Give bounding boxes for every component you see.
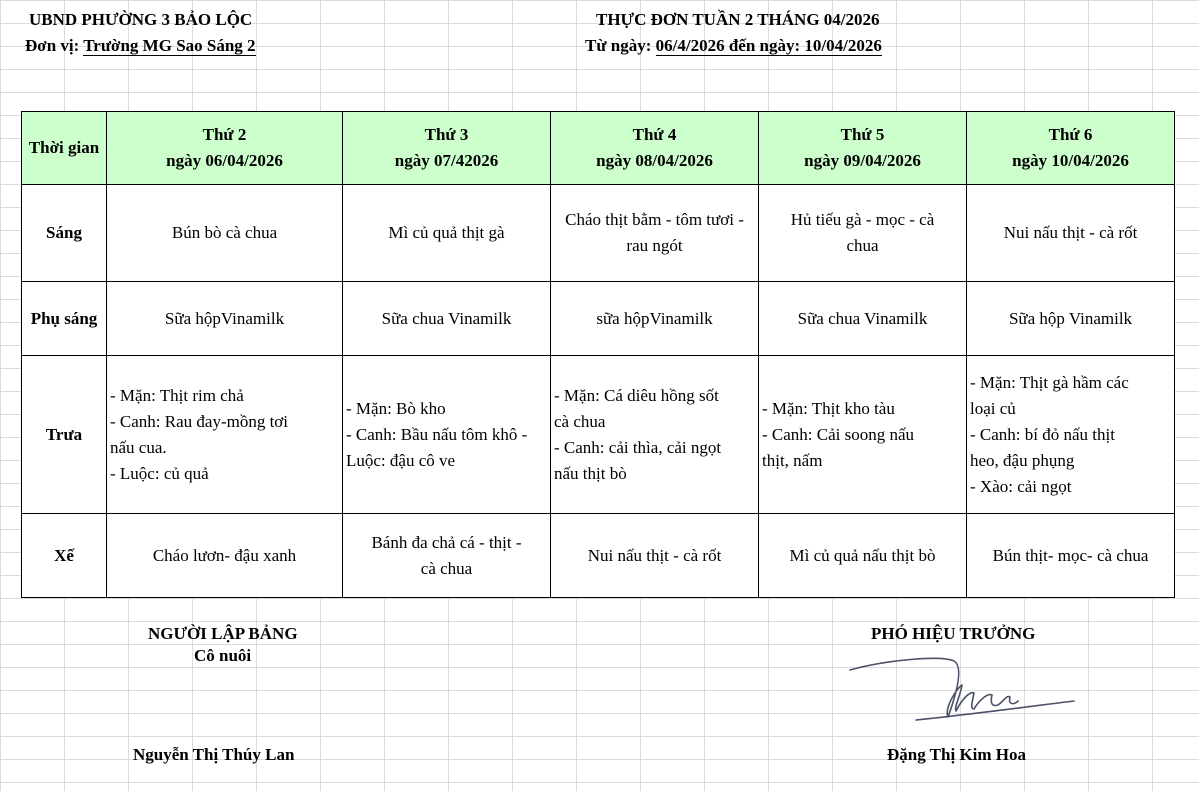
meal-row-snack-morning	[22, 282, 1175, 356]
menu-cell: - Mặn: Thịt kho tàu - Canh: Cải soong nấu thịt, nấm	[759, 356, 967, 514]
day-header: Thứ 6 ngày 10/04/2026	[967, 112, 1175, 185]
menu-cell: Cháo lươn- đậu xanh	[107, 514, 343, 598]
handwritten-signature	[846, 655, 1081, 727]
menu-cell: Nui nấu thịt - cà rốt	[967, 185, 1175, 282]
menu-cell: Sữa chua Vinamilk	[759, 282, 967, 356]
time-header: Thời gian	[22, 112, 107, 185]
day-header: Thứ 2 ngày 06/04/2026	[107, 112, 343, 185]
menu-cell: Sữa hộpVinamilk	[107, 282, 343, 356]
menu-cell: Sữa chua Vinamilk	[343, 282, 551, 356]
meal-row-breakfast	[22, 185, 1175, 282]
menu-cell: Bún bò cà chua	[107, 185, 343, 282]
preparer-title: NGƯỜI LẬP BẢNG	[148, 624, 298, 643]
menu-cell: Bún thịt- mọc- cà chua	[967, 514, 1175, 598]
vice-principal-title: PHÓ HIỆU TRƯỞNG	[871, 624, 1036, 643]
unit-name: Trường MG Sao Sáng 2	[83, 36, 256, 55]
menu-cell: - Mặn: Bò kho - Canh: Bầu nấu tôm khô - Luộc: đậu cô ve	[343, 356, 551, 514]
day-header: Thứ 3 ngày 07/42026	[343, 112, 551, 185]
row-label: Sáng	[22, 185, 107, 282]
menu-cell: Bánh đa chả cá - thịt - cà chua	[343, 514, 551, 598]
menu-cell: - Mặn: Thịt rim chả - Canh: Rau đay-mồng tơi nấu cua. - Luộc: củ quả	[107, 356, 343, 514]
menu-cell: Hủ tiếu gà - mọc - cà chua	[759, 185, 967, 282]
menu-title: THỰC ĐƠN TUẦN 2 THÁNG 04/2026	[596, 10, 880, 29]
day-header: Thứ 5 ngày 09/04/2026	[759, 112, 967, 185]
org-name: UBND PHƯỜNG 3 BẢO LỘC	[29, 10, 253, 29]
day-header-row	[22, 112, 1175, 185]
date-range-label: Từ ngày:	[585, 36, 652, 55]
date-range-value: 06/4/2026 đến ngày: 10/04/2026	[655, 36, 882, 55]
row-label: Trưa	[22, 356, 107, 514]
preparer-role: Cô nuôi	[194, 646, 252, 665]
day-header: Thứ 4 ngày 08/04/2026	[551, 112, 759, 185]
menu-cell: - Mặn: Cá diêu hồng sốt cà chua - Canh: cải thìa, cải ngọt nấu thịt bò	[551, 356, 759, 514]
menu-cell: sữa hộpVinamilk	[551, 282, 759, 356]
menu-cell: Sữa hộp Vinamilk	[967, 282, 1175, 356]
meal-row-snack-afternoon	[22, 514, 1175, 598]
menu-cell: - Mặn: Thịt gà hầm các loại củ - Canh: bí đỏ nấu thịt heo, đậu phụng - Xào: cải ngọt	[967, 356, 1175, 514]
meal-row-lunch	[22, 356, 1175, 514]
row-label: Phụ sáng	[22, 282, 107, 356]
menu-cell: Nui nấu thịt - cà rốt	[551, 514, 759, 598]
vice-principal-name: Đặng Thị Kim Hoa	[887, 745, 1027, 764]
menu-cell: Cháo thịt bằm - tôm tươi - rau ngót	[551, 185, 759, 282]
row-label: Xế	[22, 514, 107, 598]
date-range	[585, 36, 882, 56]
menu-cell: Mì củ quả nấu thịt bò	[759, 514, 967, 598]
menu-table	[21, 111, 1175, 598]
menu-cell: Mì củ quả thịt gà	[343, 185, 551, 282]
unit-label: Đơn vị:	[25, 36, 80, 55]
preparer-name: Nguyễn Thị Thúy Lan	[133, 745, 295, 764]
unit-line	[25, 36, 256, 56]
